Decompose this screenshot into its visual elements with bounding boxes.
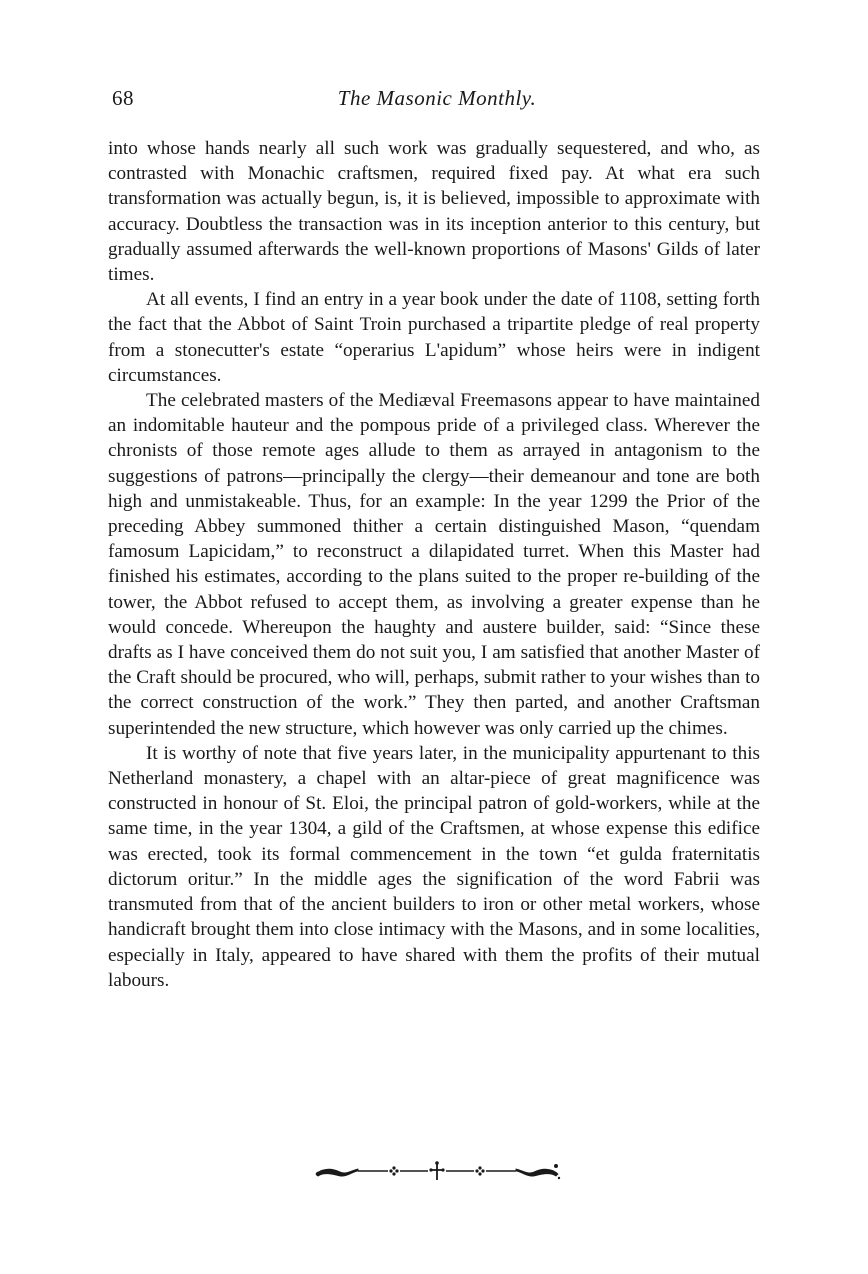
journal-title: The Masonic Monthly.: [337, 86, 537, 110]
article-body: [108, 136, 760, 993]
paragraph-2: At all events, I find an entry in a year book under the date of 1108, setting forth the fact that the Abbot of Saint Troin purchased a tripartite pledge of real property from a stonecutter's estate “operarius L'apidum” whose heirs were in indigent circumstances.: [108, 289, 760, 386]
running-head: [112, 86, 762, 116]
paragraph-4: It is worthy of note that five years later, in the municipality appurtenant to this Netherland monastery, a chapel with an altar-piece of great magnificence was constructed in honour of St. Eloi, the principal patron of gold-workers, while at the same time, in the year 1304, a gild of the Craftsmen, at whose expense this edifice was erected, took its formal commencement in the town “et gulda fraternitatis dictorum oritur.” In the middle ages the signification of the word Fabrii was transmuted from that of the ancient builders to iron or other metal workers, whose handicraft brought them into close intimacy with the Masons, and in some localities, especially in Italy, appeared to have shared with them the profits of their mutual labours.: [108, 742, 760, 991]
paragraph-1: into whose hands nearly all such work was gradually sequestered, and who, as contrasted with Monachic craftsmen, required fixed pay. At what era such transformation was actually begun, is, it is believed, impossible to approximate with accuracy. Doubtless the transaction was in its inception anterior to this century, but gradually assumed afterwards the well-known proportions of Masons' Gilds of later times.: [108, 138, 760, 286]
page-number: 68: [112, 86, 134, 110]
paragraph-3: The celebrated masters of the Mediæval Freemasons appear to have maintained an indomitable hauteur and the pompous pride of a privileged class. Wherever the chronists of those remote ages allude to them as arrayed in antagonism to the suggestions of patrons—principally the clergy—their demeanour and tone are both high and unmistakeable. Thus, for an example: In the year 1299 the Prior of the preceding Abbey summoned thither a certain distinguished Mason, “quendam famosum Lapicidam,” to reconstruct a dilapidated turret. When this Master had finished his estimates, according to the plans suited to the proper re-building of the tower, the Abbot refused to accept them, as involving a greater expense than he would concede. Whereupon the haughty and austere builder, said: “Since these drafts as I have conceived them do not suit you, I am satisfied that another Master of the Craft should be procured, who will, perhaps, submit rather to your wishes than to the correct construction of the work.” They then parted, and another Craftsman superintended the new structure, which however was only carried up the chimes.: [108, 390, 760, 739]
ornamental-rule-icon: [312, 1158, 562, 1182]
